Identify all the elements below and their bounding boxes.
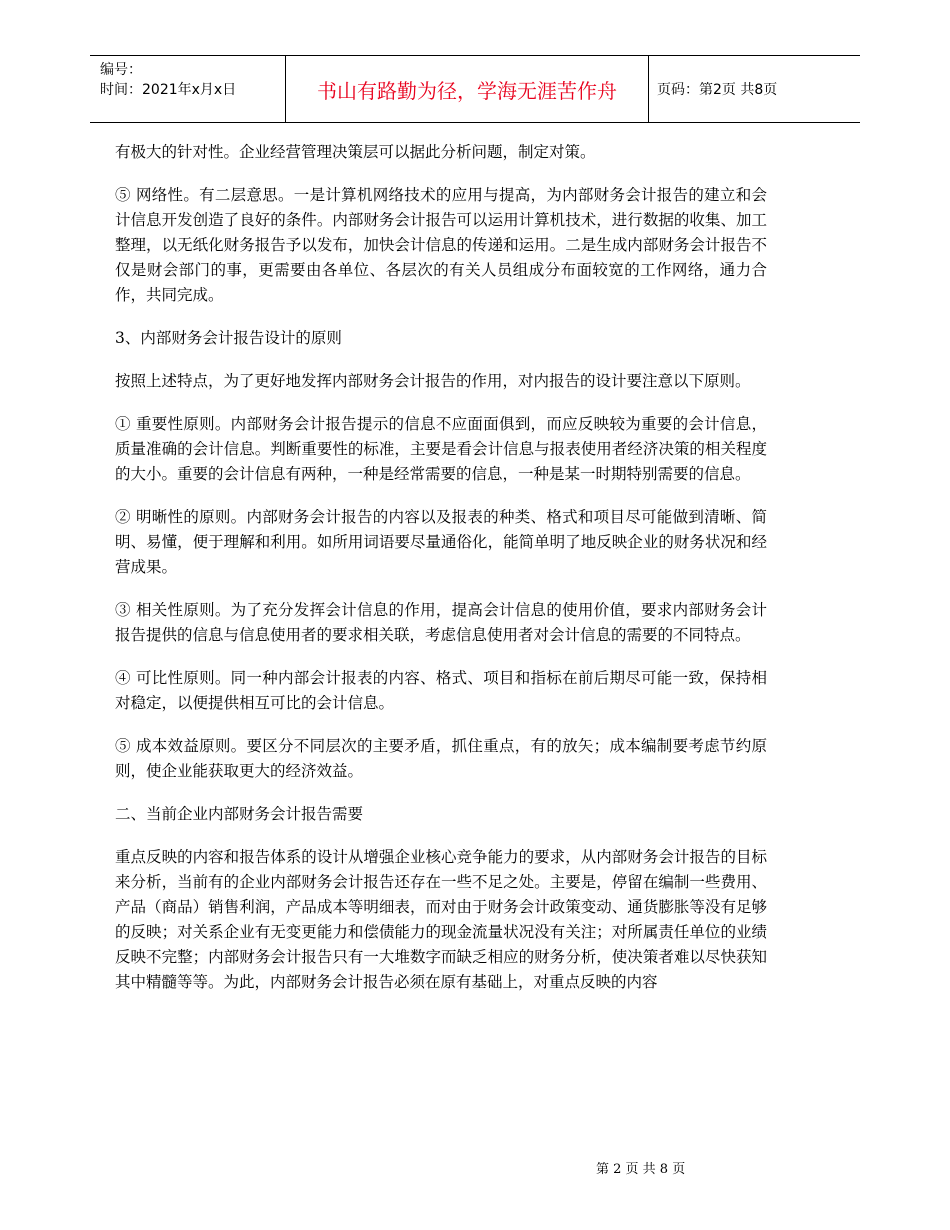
section-heading: 3、内部财务会计报告设计的原则 [115, 329, 342, 347]
paragraph: ⑤ 网络性。有二层意思。一是计算机网络技术的应用与提高，为内部财务会计报告的建立和会计信息开发创造了良好的条件。内部财务会计报告可以运用计算机技术，进行数据的收集、加工整理，以无纸化财务报告予以发布，加快会计信息的传递和运用。二是生成内部财务会计报告不仅是财会部门的事，更需要由各单位、各层次的有关人员组成分布面较宽的工作网络，通力合作，共同完成。 [115, 186, 767, 304]
paragraph: ⑤ 成本效益原则。要区分不同层次的主要矛盾，抓住重点，有的放矢；成本编制要考虑节约原则，使企业能获取更大的经济效益。 [115, 737, 767, 780]
paragraph: ② 明晰性的原则。内部财务会计报告的内容以及报表的种类、格式和项目尽可能做到清晰、简明、易懂，便于理解和利用。如所用词语要尽量通俗化，能简单明了地反映企业的财务状况和经营成果。 [115, 508, 767, 576]
section-heading: 二、当前企业内部财务会计报告需要 [115, 805, 364, 823]
header-motto: 书山有路勤为径，学海无涯苦作舟 [285, 56, 649, 122]
paragraph: 按照上述特点，为了更好地发挥内部财务会计报告的作用，对内报告的设计要注意以下原则。 [115, 372, 751, 390]
header-page-info: 页码：第2页 共8页 [657, 82, 778, 98]
page-header [90, 55, 860, 123]
paragraph: 重点反映的内容和报告体系的设计从增强企业核心竞争能力的要求，从内部财务会计报告的目标来分析，当前有的企业内部财务会计报告还存在一些不足之处。主要是，停留在编制一些费用、产品（商品）销售利润，产品成本等明细表，而对由于财务会计政策变动、通货膨胀等没有足够的反映；对关系企业有无变更能力和偿债能力的现金流量状况没有关注；对所属责任单位的业绩反映不完整；内部财务会计报告只有一大堆数字而缺乏相应的财务分析，使决策者难以尽快获知其中精髓等等。为此，内部财务会计报告必须在原有基础上，对重点反映的内容 [115, 848, 767, 991]
paragraph: ④ 可比性原则。同一种内部会计报表的内容、格式、项目和指标在前后期尽可能一致，保持相对稳定，以便提供相互可比的会计信息。 [115, 669, 767, 712]
header-meta [90, 56, 285, 122]
paragraph: ③ 相关性原则。为了充分发挥会计信息的作用，提高会计信息的使用价值，要求内部财务会计报告提供的信息与信息使用者的要求相关联，考虑信息使用者对会计信息的需要的不同特点。 [115, 601, 767, 644]
number-label: 编号： [100, 62, 142, 78]
paragraph: 有极大的针对性。企业经营管理决策层可以据此分析问题，制定对策。 [115, 143, 596, 161]
page-footer: 第 2 页 共 8 页 [596, 1162, 686, 1177]
document-body [115, 140, 767, 1013]
time-label: 时间：2021年x月x日 [100, 82, 237, 98]
paragraph: ① 重要性原则。内部财务会计报告提示的信息不应面面俱到，而应反映较为重要的会计信息，质量准确的会计信息。判断重要性的标准，主要是看会计信息与报表使用者经济决策的相关程度的大小。重要的会计信息有两种，一种是经常需要的信息，一种是某一时期特别需要的信息。 [115, 415, 767, 483]
